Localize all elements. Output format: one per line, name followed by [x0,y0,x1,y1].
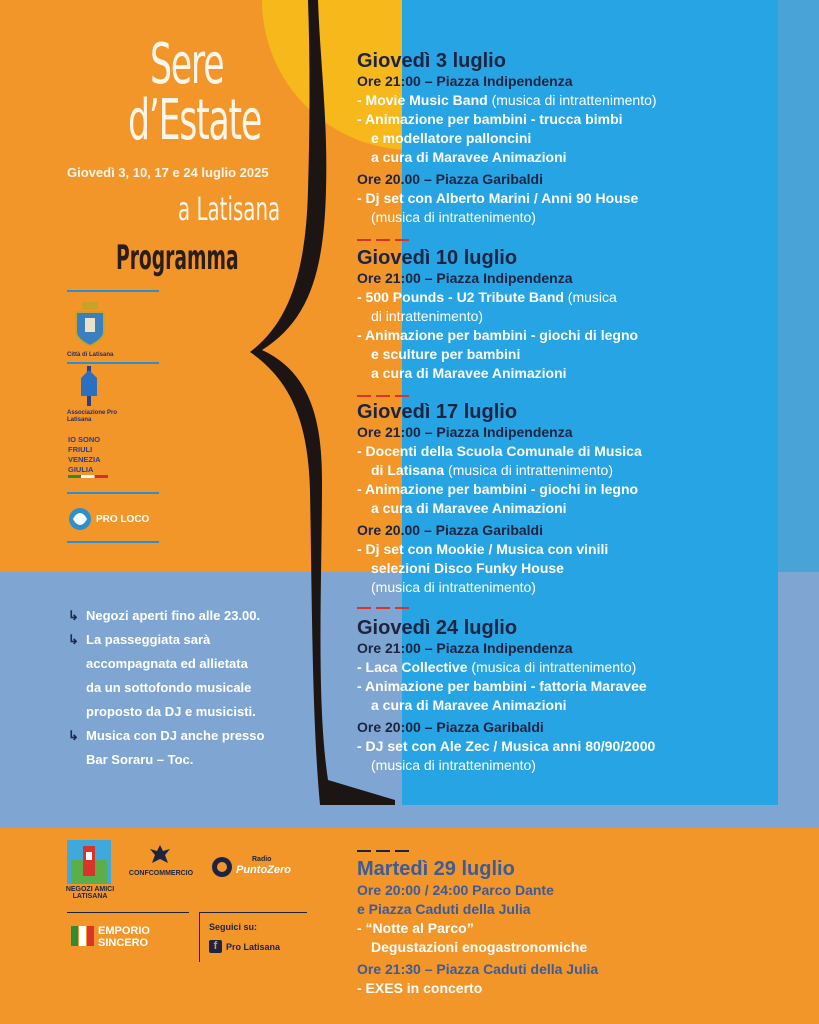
program-item [357,737,777,756]
note-line: Negozi aperti fino alle 23.00. [86,608,261,623]
item-note: (musica [563,289,617,305]
note-line: proposto da DJ e musicisti. [86,704,256,719]
program-day-4 [357,617,777,775]
program-item [357,442,777,461]
divider-line [67,290,159,292]
time-location: Ore 21:00 – Piazza Indipendenza [357,270,573,286]
fvg-line: GIULIA [68,465,94,474]
day-title: Giovedì 10 luglio [357,247,518,269]
item-title: - Dj set con Alberto Marini / Anni 90 House [357,190,639,206]
item-title: Degustazioni enogastronomiche [371,939,588,955]
facebook-link[interactable] [209,938,307,956]
association-logo-label: Associazione Pro Latisana [67,410,118,423]
program-item [357,677,777,696]
program-item [357,540,777,559]
note-line: La passeggiata sarà [86,632,211,647]
item-title: a cura di Maravee Animazioni [371,365,567,381]
time-location: Ore 21:00 – Piazza Indipendenza [357,424,573,440]
program-item-cont [357,499,777,518]
radio-logo-icon [211,856,233,878]
item-title: - Animazione per bambini - giochi di legno [357,327,639,343]
program-item [357,110,777,129]
program-item-cont [357,148,777,167]
confcommercio-label: CONFCOMMERCIO [128,870,194,877]
program-item-cont: (musica di intrattenimento) [371,579,536,595]
proloco-label: PRO LOCO [96,514,150,525]
program-item-cont: (musica di intrattenimento) [371,209,536,225]
item-title: - 500 Pounds - U2 Tribute Band [357,289,564,305]
time-location: Ore 21:00 – Piazza Indipendenza [357,640,573,656]
emporio-label: EMPORIO SINCERO [98,925,150,949]
note-item [68,604,328,628]
fvg-line: VENEZIA [68,455,101,464]
item-title: - Animazione per bambini - giochi in legno [357,481,639,497]
section-divider [357,395,409,397]
title-line1: Sere [150,32,224,97]
note-line: da un sottofondo musicale [86,680,252,695]
program-item-cont [357,345,777,364]
day-title: Giovedì 17 luglio [357,401,518,423]
arrow-icon: ↳ [68,608,79,623]
program-item [357,189,777,208]
fvg-logo-text [68,435,101,475]
divider-line [67,492,159,494]
item-note: (musica di intrattenimento) [487,92,657,108]
item-title: - Dj set con Mookie / Musica con vinili [357,541,609,557]
program-day-3 [357,401,777,597]
negozi-amici-label: NEGOZI AMICI LATISANA [65,886,115,900]
dates-subtitle: Giovedì 3, 10, 17 e 24 luglio 2025 [67,165,269,180]
note-line: Bar Soraru – Toc. [86,752,194,767]
item-title: a cura di Maravee Animazioni [371,149,567,165]
program-day-2 [357,247,777,383]
program-item-cont [357,938,777,957]
facebook-icon: f [209,940,222,953]
radio-small-label: Radio [252,856,272,863]
program-item [357,919,777,938]
section-divider [357,239,409,241]
program-item-cont: di intrattenimento) [371,308,484,324]
facebook-page-name: Pro Latisana [226,941,281,952]
time-location: e Piazza Caduti della Julia [357,901,531,917]
program-item-cont [357,461,777,480]
program-item-cont [357,364,777,383]
program-item-cont [357,129,777,148]
program-item [357,288,777,307]
item-title: - Docenti della Scuola Comunale di Musica [357,443,642,459]
title-line2: d’Estate [128,88,262,153]
note-line: Musica con DJ anche presso [86,728,265,743]
follow-section [199,912,307,956]
program-item [357,979,777,998]
time-location: Ore 20:00 / 24:00 Parco Dante [357,882,554,898]
bottom-day-title: Martedì 29 luglio [357,858,515,880]
fvg-line: FRIULI [68,445,93,454]
item-title: - Movie Music Band [357,92,488,108]
divider-line [67,541,159,543]
fvg-line: IO SONO [68,435,101,444]
time-location: Ore 20.00 – Piazza Garibaldi [357,522,543,538]
note-line: accompagnata ed allietata [86,656,248,671]
bottom-event [357,881,777,998]
time-location: Ore 21:30 – Piazza Caduti della Julia [357,961,599,977]
item-note: (musica di intrattenimento) [467,659,637,675]
item-title: e modellatore palloncini [371,130,532,146]
program-item [357,480,777,499]
item-title: - “Notte al Parco” [357,920,474,936]
item-title: - Animazione per bambini - fattoria Maravee [357,678,647,694]
day-title: Giovedì 24 luglio [357,617,518,639]
item-title: - Laca Collective [357,659,468,675]
negozi-amici-logo-icon [67,840,111,884]
time-location: Ore 21:00 – Piazza Indipendenza [357,73,573,89]
day-title: Giovedì 3 luglio [357,50,506,72]
program-item [357,658,777,677]
program-item-cont: (musica di intrattenimento) [371,757,536,773]
item-title: selezioni Disco Funky House [371,560,564,576]
program-day-1 [357,50,777,227]
association-icon [79,366,99,406]
flag-stripe [68,475,108,478]
time-location: Ore 20:00 – Piazza Garibaldi [357,719,544,735]
item-title: - DJ set con Ale Zec / Musica anni 80/90/2000 [357,738,656,754]
divider-line [67,362,159,364]
follow-title: Seguici su: [209,922,258,932]
city-crest-icon [74,302,106,346]
item-title: - Animazione per bambini - trucca bimbi [357,111,623,127]
item-title: di Latisana [371,462,445,478]
section-divider [357,607,409,609]
item-title: a cura di Maravee Animazioni [371,500,567,516]
arrow-icon: ↳ [68,728,79,743]
time-location: Ore 20.00 – Piazza Garibaldi [357,171,543,187]
program-item [357,326,777,345]
section-divider [357,850,409,852]
radio-label: PuntoZero [236,864,291,876]
sponsor-divider [67,912,189,913]
confcommercio-eagle-icon [148,843,172,867]
city-logo-label: Città di Latisana [67,352,114,358]
programma-title: Programma [116,238,239,278]
note-item [68,628,328,724]
location-title: a Latisana [178,190,281,228]
item-title: a cura di Maravee Animazioni [371,697,567,713]
notes-list [68,604,328,772]
item-note: (musica di intrattenimento) [444,462,613,478]
arrow-icon: ↳ [68,632,79,647]
program-item-cont [357,696,777,715]
program-item-cont [357,559,777,578]
item-title: - EXES in concerto [357,980,483,996]
note-item [68,724,328,772]
item-title: e sculture per bambini [371,346,521,362]
emporio-logo-icon [71,926,95,946]
program-item [357,91,777,110]
